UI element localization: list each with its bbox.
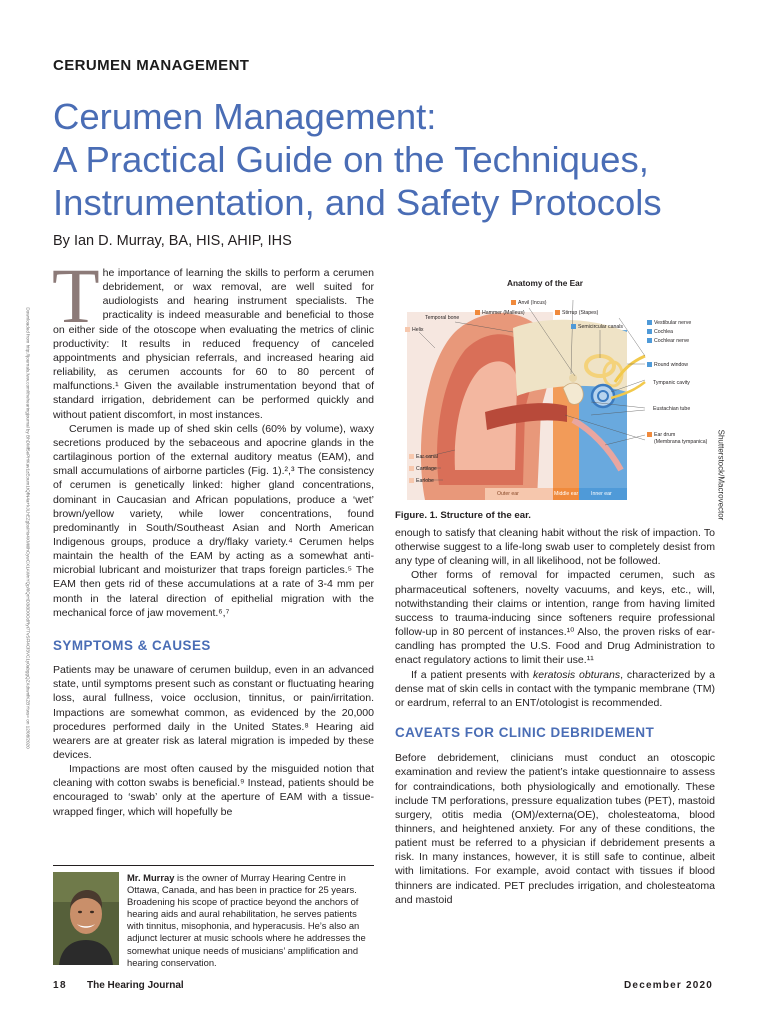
bio-body: is the owner of Murray Hearing Centre in Ottawa, Canada, and has been in practice for 25 years. Broadening his scope of practice beyond the anchors of hearing aids and aural rehabilitation, he serves patients with tinnitus, misophonia, and hyperacusis. He’s also an adjunct lecturer at music schools where he addresses the somewhat unique needs of musicians’ amplification and hearing conservation.	[127, 872, 366, 968]
label-inner-ear: Inner ear	[591, 491, 612, 497]
paragraph: Before debridement, clinicians must conduct an otoscopic examination and review the patient’s intake questionnaire to assess for contraindications, both physiologically and emotionally. These include TM perforations, pressure equalization tubes (PET), mastoid surgery, otitis media (OM)/externa(OE), cholesteatoma, blood thinners, and heightened anxiety. For any of these conditions, the patient must be referred to a physician if debridement presents a risk. In many instances, however, it is still safe to continue, albeit with limitations. For example, avoid contact with tissues if blood thinners are indicated. PET precludes irrigation, and cholesteatoma and mastoid	[395, 752, 715, 906]
label-semicircular-canals: Semicircular canals	[571, 324, 623, 330]
column-left	[52, 252, 374, 819]
paragraph: Other forms of removal for impacted cerumen, such as pharmaceutical softeners, novelty vacuums, and keys, etc., will, notwithstanding their claims or intention, range from having limited success to trauma-inducing since softeners require professional follow-up in 80 percent of instances.¹⁰ Also, the proven risks of ear-candling has prompted the U.S. Food and Drug Administration to enact regulatory actions to limit their use.¹¹	[395, 569, 715, 667]
bio-name: Mr. Murray	[127, 872, 175, 883]
label-anvil: Anvil (Incus)	[511, 300, 547, 306]
author-bio	[53, 872, 374, 967]
label-helix: Helix	[405, 327, 424, 333]
label-stirrup: Stirrup (Stapes)	[555, 310, 598, 316]
byline: By Ian D. Murray, BA, HIS, AHIP, IHS	[53, 233, 292, 249]
paragraph: Patients may be unaware of cerumen buildup, even in an advanced state, until symptoms present such as constant or fluctuating hearing loss, aural fullness, voice occlusion, tinnitus, or pain/irritation. Impactions are somewhat common, as evidenced by the 20,000 procedures performed daily in the United States.⁸ Hearing aid wearers are at greater risk as lateral migration is impeded by these devices.	[53, 664, 374, 761]
label-ear-drum: Ear drum	[647, 432, 675, 438]
title-line-3: Instrumentation, and Safety Protocols	[53, 182, 662, 223]
title-line-2: A Practical Guide on the Techniques,	[53, 139, 649, 180]
figure-caption: Figure. 1. Structure of the ear.	[395, 510, 531, 521]
ear-anatomy-illustration	[395, 270, 723, 508]
section-label: CERUMEN MANAGEMENT	[53, 57, 250, 74]
bio-text	[127, 872, 374, 969]
paragraph: enough to satisfy that cleaning habit without the risk of impaction. To otherwise suggest to a life-long swab user to completely desist from any type of cleaning will, in all likelihood, not be followed.	[395, 527, 715, 568]
paragraph: Impactions are most often caused by the misguided notion that cleaning with cotton swabs is beneficial.⁹ Instead, patients should be encouraged to ‘swab’ only at the aperture of EAM with a tissue-wrapped finger, which will hopefully be	[53, 763, 374, 818]
label-round-window: Round window	[647, 362, 688, 368]
paragraph: Cerumen is made up of shed skin cells (60% by volume), waxy secretions produced by the sebaceous and apocrine glands in the cartilaginous portion of the external auditory meatus (EAM), and small accumulations of airborne particles (Fig. 1).²,³ The consistency of cerumen is genetically linked: higher gland concentrations, dominant in Caucasian and African populations, produce a ‘wet’ brown/yellow variety, while lower concentrations, found predominantly in South/Southeast Asian and North American Indigenous groups, produce a dry/flaky variety.⁴ Cerumen helps maintain the health of the EAM by acting as a somewhat anti-microbial lubricant and moisturizer that traps foreign particles.⁵ The EAM then gets rid of these accumulations at a rate of 3-4 mm per month in the lateral direction of epithelial migration with the mechanical force of jaw movement.⁶,⁷	[53, 422, 374, 619]
label-cochlea: Cochlea	[647, 329, 673, 335]
label-middle-ear: Middle ear	[554, 491, 579, 497]
journal-name: The Hearing Journal	[87, 980, 184, 991]
label-cartilage: Cartilage	[409, 466, 437, 472]
label-ear-canal: Ear canal	[409, 454, 438, 460]
drop-cap: T	[52, 252, 100, 339]
image-credit-text: Shutterstock/Macrovector	[716, 429, 726, 521]
ear-anatomy-figure	[395, 270, 723, 508]
issue-date: December 2020	[624, 980, 713, 991]
article-title	[53, 95, 743, 224]
label-outer-ear: Outer ear	[497, 491, 519, 497]
heading-symptoms-causes: SYMPTOMS & CAUSES	[53, 637, 211, 653]
label-eustachian-tube: Eustachian tube	[653, 406, 691, 412]
bio-divider	[53, 865, 374, 866]
intro-paragraph	[52, 252, 374, 422]
title-line-1: Cerumen Management:	[53, 96, 437, 137]
paragraph: If a patient presents with keratosis obturans, characterized by a dense mat of skin cells in contact with the tympanic membrane (TM) or eardrum, referral to an ENT/otologist is recommended.	[395, 668, 715, 709]
image-credit	[714, 420, 728, 530]
download-notice	[22, 307, 34, 749]
label-tympanic-cavity: Tympanic cavity	[653, 380, 690, 386]
intro-text: he importance of learning the skills to perform a cerumen debridement, or wax removal, are well suited for audiologists and hearing instrument specialists. The practicality is indeed measurable and beneficial to those on either side of the otoscope when evaluating the metrics of clinic productivity: It results in reduced frequency of canceled appointments and physician referrals, and increased hearing aid reliability, as cerumen accounts for 60 to 80 percent of malfunctions.¹ Given the available instrumentation beyond that of standard irrigation, debridement can be performed quickly and without patient discomfort, in most instances.	[53, 267, 374, 421]
label-ear-drum-sub: (Membrana tympanica)	[654, 439, 708, 445]
label-vestibular-nerve: Vestibular nerve	[647, 320, 691, 326]
label-hammer: Hammer (Malleus)	[475, 310, 525, 316]
label-earlobe: Earlobe	[409, 478, 434, 484]
heading-caveats: CAVEATS FOR CLINIC DEBRIDEMENT	[395, 725, 655, 741]
label-cochlear-nerve: Cochlear nerve	[647, 338, 689, 344]
label-temporal-bone: Temporal bone	[425, 315, 460, 321]
column-right	[395, 526, 715, 907]
page-number: 18	[53, 980, 68, 991]
download-notice-text: Downloaded from http://journals.lww.com/thehearingjournal by BhDMf5ePHKav1zEoum1tQfN4a+kJLhEZgbsIHo4XMi0hCywCX1AWnYQp/IlQrHD3i3D0OdRyi7TvSFl4Cf3VC1y0abggQZXdtwnfKZBYtws= on 12/08/2020	[25, 307, 31, 749]
author-photo	[53, 872, 119, 965]
figure-title: Anatomy of the Ear	[506, 278, 584, 288]
